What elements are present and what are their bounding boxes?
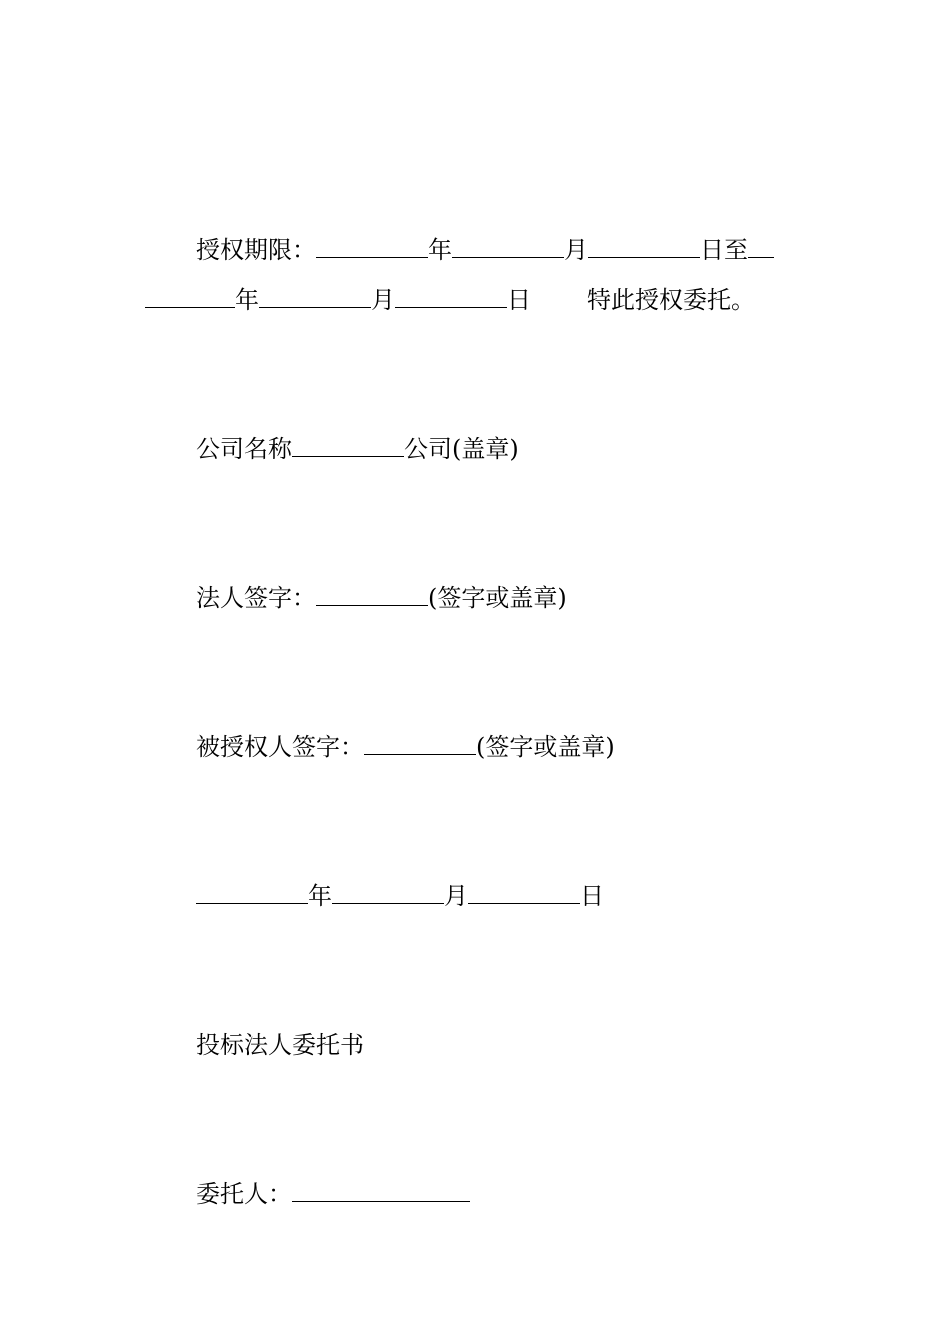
authorization-period-line-2 (145, 285, 755, 315)
date-line (196, 881, 604, 911)
grantee-signature-blank[interactable] (364, 732, 476, 755)
company-name-line (196, 434, 519, 464)
year-label: 年 (428, 236, 452, 264)
date-year-blank[interactable] (196, 881, 308, 904)
start-year-blank[interactable] (316, 235, 428, 258)
heading-text: 投标法人委托书 (196, 1031, 364, 1059)
company-name-label: 公司名称 (196, 435, 292, 463)
sign-or-stamp-note: (签字或盖章) (428, 584, 567, 612)
month-label: 月 (371, 286, 395, 314)
grantee-sign-label: 被授权人签字： (196, 733, 364, 761)
day-label: 日 (507, 286, 531, 314)
company-suffix: 公司(盖章) (404, 435, 519, 463)
section-heading (196, 1030, 364, 1060)
legal-signature-blank[interactable] (316, 583, 428, 606)
start-month-blank[interactable] (452, 235, 564, 258)
principal-blank[interactable] (292, 1179, 470, 1202)
legal-signature-line (196, 583, 567, 613)
end-year-blank-part1[interactable] (748, 235, 774, 258)
principal-line (196, 1179, 470, 1209)
principal-label: 委托人： (196, 1180, 292, 1208)
date-day-blank[interactable] (468, 881, 580, 904)
start-day-blank[interactable] (588, 235, 700, 258)
sign-or-stamp-note: (签字或盖章) (476, 733, 615, 761)
grantee-signature-line (196, 732, 615, 762)
end-year-blank-part2[interactable] (145, 285, 235, 308)
authorization-period-line-1 (196, 235, 774, 265)
end-day-blank[interactable] (395, 285, 507, 308)
day-to-label: 日至 (700, 236, 748, 264)
year-label: 年 (308, 882, 332, 910)
month-label: 月 (444, 882, 468, 910)
period-label: 授权期限： (196, 236, 316, 264)
legal-sign-label: 法人签字： (196, 584, 316, 612)
year-label: 年 (235, 286, 259, 314)
month-label: 月 (564, 236, 588, 264)
day-label: 日 (580, 882, 604, 910)
company-name-blank[interactable] (292, 434, 404, 457)
end-month-blank[interactable] (259, 285, 371, 308)
closing-text: 特此授权委托。 (587, 286, 755, 314)
date-month-blank[interactable] (332, 881, 444, 904)
